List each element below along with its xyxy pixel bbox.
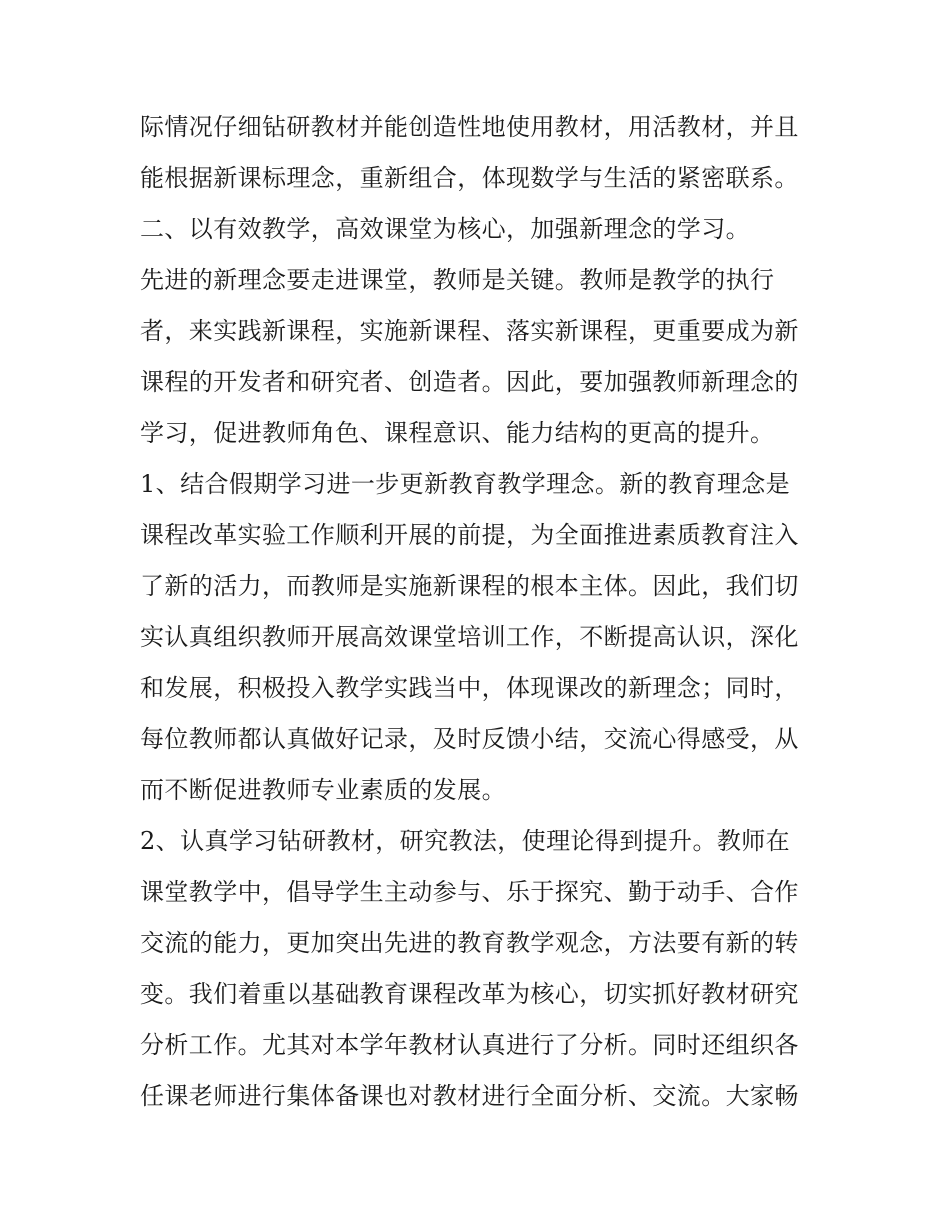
document-body	[140, 102, 830, 1122]
text-line: 和发展，积极投入教学实践当中，体现课改的新理念；同时，	[140, 674, 799, 702]
text-line: 了新的活力，而教师是实施新课程的根本主体。因此，我们切	[140, 572, 799, 600]
text-line: 交流的能力，更加突出先进的教育教学观念，方法要有新的转	[140, 929, 799, 957]
text-line: 实认真组织教师开展高效课堂培训工作，不断提高认识，深化	[140, 623, 799, 651]
numbered-item-1: 1、结合假期学习进一步更新教育教学理念。新的教育理念是	[140, 470, 791, 498]
numbered-item-2: 2、认真学习钻研教材，研究教法，使理论得到提升。教师在	[140, 827, 791, 855]
text-line: 能根据新课标理念，重新组合，体现数学与生活的紧密联系。	[140, 164, 799, 192]
text-line: 而不断促进教师专业素质的发展。	[140, 776, 506, 804]
text-line: 课程改革实验工作顺利开展的前提，为全面推进素质教育注入	[140, 521, 799, 549]
text-line: 任课老师进行集体备课也对教材进行全面分析、交流。大家畅	[140, 1082, 799, 1110]
text-line: 际情况仔细钻研教材并能创造性地使用教材，用活教材，并且	[140, 113, 799, 141]
text-line: 每位教师都认真做好记录，及时反馈小结，交流心得感受，从	[140, 725, 799, 753]
text-line: 者，来实践新课程，实施新课程、落实新课程，更重要成为新	[140, 317, 799, 345]
section-heading: 二、以有效教学，高效课堂为核心，加强新理念的学习。	[140, 215, 750, 243]
text-line: 课堂教学中，倡导学生主动参与、乐于探究、勤于动手、合作	[140, 878, 799, 906]
text-line: 变。我们着重以基础教育课程改革为核心，切实抓好教材研究	[140, 980, 799, 1008]
text-line: 分析工作。尤其对本学年教材认真进行了分析。同时还组织各	[140, 1031, 799, 1059]
text-line: 先进的新理念要走进课堂，教师是关键。教师是教学的执行	[140, 266, 775, 294]
text-line: 学习，促进教师角色、课程意识、能力结构的更高的提升。	[140, 419, 775, 447]
text-line: 课程的开发者和研究者、创造者。因此，要加强教师新理念的	[140, 368, 799, 396]
